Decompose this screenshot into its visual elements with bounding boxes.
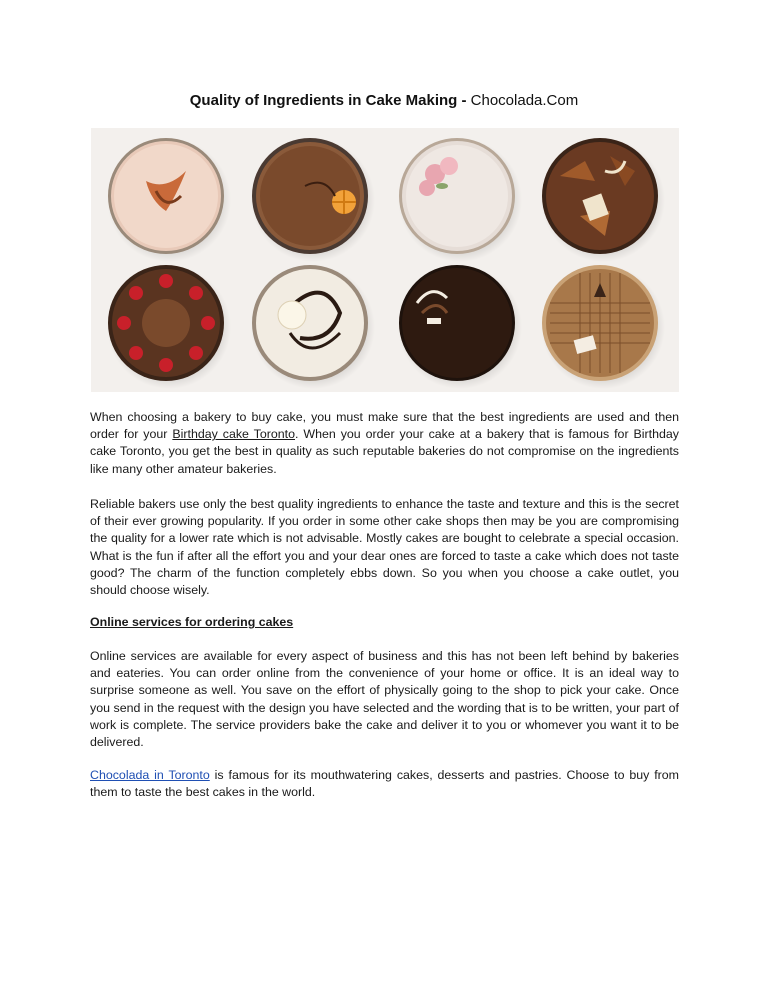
page-title — [0, 92, 768, 109]
quality-paragraph: Reliable bakers use only the best quality ingredients to enhance the taste and texture and this is the secret of their ever growing popularity. If you order in some other cake shops then may be you are compromising the quality for a lower rate which is not advisable. Mostly cakes are bought to celebrate a special occasion. What is the fun if after all the effort you and your dear ones are forced to taste a cake which does not taste good? The charm of the function completely ebbs down. So you when you choose a cake outlet, you should choose wisely. — [90, 497, 679, 598]
cake-5 — [107, 265, 231, 389]
chocolada-toronto-link[interactable]: Chocolada in Toronto — [90, 768, 210, 782]
cake-4 — [541, 138, 665, 262]
cake-6 — [251, 265, 375, 389]
title-site: Chocolada.Com — [470, 92, 579, 109]
cake-8 — [541, 265, 665, 389]
cake-7 — [398, 265, 522, 389]
closing-paragraph — [90, 767, 679, 801]
cake-assortment-photo — [91, 128, 679, 392]
cake-2 — [251, 138, 375, 262]
title-bold: Quality of Ingredients in Cake Making - — [189, 92, 467, 109]
intro-paragraph — [90, 409, 679, 478]
online-services-paragraph: Online services are available for every aspect of business and this has not been left behind by bakeries and eateries. You can order online from the convenience of your home or office. It is an ideal way to surprise someone as well. You save on the effort of physically going to the shop to pick your cake. Once you send in the request with the design you have selected and the wording that is to be written, your part of work is complete. The service providers bake the cake and deliver it to you or whomever you want it to be delivered. — [90, 649, 679, 750]
p1-text-before: When choosing a bakery to buy cake, you must make sure that the best ingredients are used and then order for your — [90, 410, 679, 442]
p4-text-after: is famous for its mouthwatering cakes, desserts and pastries. Choose to buy from them to taste the best cakes in the world. — [90, 768, 679, 800]
online-services-heading: Online services for ordering cakes — [90, 615, 294, 629]
cake-3 — [398, 138, 522, 262]
birthday-cake-toronto-link[interactable]: Birthday cake Toronto — [172, 427, 295, 442]
cake-1 — [107, 138, 231, 262]
p1-text-after: . When you order your cake at a bakery that is famous for Birthday cake Toronto, you get the best in quality as such reputable bakeries do not compromise on the ingredients like many other amateur bakeries. — [90, 427, 679, 476]
